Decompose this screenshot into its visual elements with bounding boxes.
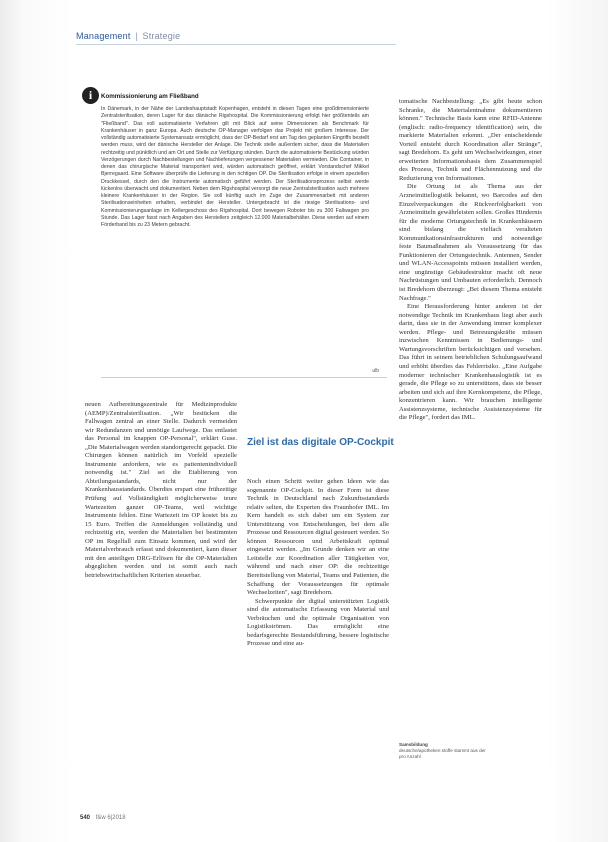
text-column-3 xyxy=(399,98,542,423)
publication-name: f&w 6|2018 xyxy=(95,815,126,821)
credit-title: Samsbildung xyxy=(399,742,428,747)
info-box-rule xyxy=(101,377,387,378)
subsection-label: Strategie xyxy=(142,31,181,41)
info-box-note: ulb xyxy=(372,368,379,374)
paragraph: Schwerpunkte der digital unterstützten Logistik sind die automatische Erfassung von Material und Verbräuchen und die optimale Organisation von Logistikströmen. Das ermöglicht eine bedarfsgerechte Bestandsführung, bessere logistische Prozesse und eine au- xyxy=(247,597,389,648)
header-separator: | xyxy=(135,31,138,41)
paragraph: Eine Herausforderung hinter anderen ist der notwendige Technik im Krankenhaus liegt aber auch darin, dass sie in der Anwendung immer komplexer werden. Pflege- und Betreuungskräfte müssen inzwischen Kenntnissen in Bedienungs- und Wartungsvorschriften berücksichtigen und versehen. Das führt in seinem betrieblichen Schulungsaufwand und erhöht überdies das Fehlerrisiko. „Eine Aufgabe moderner technischer Krankenhauslogistik ist es gerade, die Pflege so zu unterstützen, dass sie besser arbeiten und sich auf ihre Kernkompetenz, die Pflege, konzentrieren kann. Wir brauchen intelligente Assistenzsysteme, technische Assistenzsysteme für die Pflege", fordert das IML. xyxy=(399,303,542,422)
section-header xyxy=(76,31,180,41)
header-rule xyxy=(76,44,396,45)
paragraph: neuen Aufbereitungszentrale für Medizinprodukte (AEMP)/Zentralsterilisation. „Wir bestücken die Fallwagen zentral an einer Stelle. Dadurch vermeiden wir Redundanzen und unnötige Laufwege. Das entlastet das Personal im knappen OP-Personal", erklärt Guse. „Die Materialwagen werden standortgerecht gepackt. Die Chirurgen können natürlich im Vorfeld spezielle Instrumente anfordern, wie es patientenindividuell notwendig ist." Ziel sei die Etablierung von Abteilungsstandards, nicht nur der Krankenhausstandards. Überdies erspart eine frühzeitige Prüfung auf Vollständigkeit möglicherweise teure Wartezeiten ganzer OP-Teams, weil wichtige Instrumente fehlen. Eine Wartezeit im OP kostet bis zu 15 Euro. Treffen die Anmeldungen vollständig und rechtzeitig ein, werden die Materialien bei bestimmten OP im Regelfall zum Einsatz kommen, und wird der Materialverbrauch erfasst und dokumentiert, kann dieser mit den anteiligen DRG-Erlösen für die OP-Materialien abgeglichen werden und ist somit auch nach betriebswirtschaftlichen Kriterien steuerbar. xyxy=(85,401,237,579)
info-box xyxy=(88,88,387,376)
page-number: 540 xyxy=(80,815,91,821)
text-column-1 xyxy=(85,401,237,580)
text-column-2 xyxy=(247,478,389,649)
paragraph: Die Ortung ist als Thema aus der Arzneimittellogistik bekannt, wo Barcodes auf den Einzelverpackungen die Rückverfolgbarkeit von Arzneimitteln gewährleisten sollen. Großes Hindernis für die moderne Ortungstechnik in Krankenhäusern sind bislang die vielfach veralteten Kommunikationsinfrastrukturen und notwendige feste Baumaßnahmen als Voraussetzung für das Funktionieren der Ortungstechnik. Antennen, Sender und WLAN-Accesspoints müssen installiert werden, eine ungünstige Gebäudestruktur macht oft neue Nachrüstungen und Umbauten erforderlich. Dennoch ist Bredehorn überzeugt: „Bei diesem Thema entsteht Nachfrage." xyxy=(399,183,542,302)
page-footer xyxy=(80,815,126,821)
paragraph: Noch einen Schritt weiter gehen Ideen wie das sogenannte OP-Cockpit. In dieser Form ist diese Technik in Deutschland nach Zukunftsstandards relativ selten, die Experten des Fraunhofer IML. Im Kern handelt es sich dabei um ein System zur Unterstützung von Entscheidungen, bei dem alle Prozesse und Ressourcen digital gesteuert werden. So können Ressourcen und Arbeitskraft optimal eingesetzt werden. „Im Grunde denken wir an eine Leitstelle zur Koordination aller Tätigkeiten vor, während und nach einer OP: die rechtzeitige Bereitstellung von Material, Teams und Patienten, die Schaffung der Voraussetzungen für optimale Wechselzeiten", sagt Bredehorn. xyxy=(247,478,389,597)
section-label: Management xyxy=(76,31,131,41)
image-credit xyxy=(399,742,489,760)
info-icon: i xyxy=(82,87,99,104)
credit-text: deutsche/apotheken stoffe stammt aus der pro Anzahl xyxy=(399,748,486,759)
info-box-body: In Dänemark, in der Nähe der Landeshauptstadt Kopenhagen, entsteht in diesen Tagen eine großdimensionierte Zentralsterilisation, deren Lager für das dänische Rigshospital. Die Kommissionierung erfolgt hier größtenteils am "Fließband". Das voll automatisierte Verfahren gilt mit Blick auf seine Dimensionen als Benchmark für Krankenhäuser in ganz Europa. Auch deutsche OP-Manager verfolgen das Projekt mit großem Interesse. Der vollständig automatisierte Systemansatz ermöglicht, dass der OP-Bedarf erst am Tag des geplanten Eingriffs bestellt werden muss, wird der dänische Hersteller der Anlage. Die Technik stelle außerdem sicher, dass die Materialien rechtzeitig und pünktlich und am Ort und Stelle zur Verfügung stünden. Durch die automatisierte Bestückung würden Verzögerungen durch Nachbestellungen und Nachlieferungen vergessener Materialien vermieden. Die Container, in denen das chirurgische Material transportiert wird, würden automatisch geöffnet, erklärt Vorstandschef Mikkel Bjerregaard. Eine Software überprüfe die Lieferung in den richtigen OP. Die Sterilisation erfolge in einem speziellen Druckkessel, durch den die Instrumente automatisch geführt werden. Der Sterilisationsprozess selbst werde lückenlos überwacht und dokumentiert. Neben dem Rigshospital versorgt die neue Zentralsterilisation auch mehrere kleinere Krankenhäuser in der Region. Sie soll künftig auch im Zuge der Zusammenarbeit mit anderen Sterilisationseinheiten erhalten, verbindet der Hersteller. Untergebracht ist die riesige Sterilisations- und Kommissionierungsanlage im Kellergeschoss des Rigshospital. Dort bewegen Roboter bis zu 300 Fallwagen pro Stunde. Das Lager fasst nach Angaben des Herstellers zeitgleich 12.000 Materialbehälter. Diese werden auf einem Förderband bis zu 23 Metern gebracht. xyxy=(101,106,369,228)
paragraph: tomatische Nachbestellung: „Es gibt heute schon Schranke, die Materialentnahme dokumentieren können." Technische Basis kann eine RFID-Antenne (englisch: radio-frequency identification) sein, die markierte Materialien erkennt. „Der entscheidende Vorteil entsteht durch Koordination aller Stränge", sagt Bredehorn. Es geht um Wechselwirkungen, einer erweiterten Informationsbasis dem Zusammenspiel des Prozess, Technik und Flächennutzung und die Reduzierung von Informationen. xyxy=(399,98,542,182)
info-box-title: Kommissionierung am Fließband xyxy=(101,93,199,100)
section-heading: Ziel ist das digitale OP-Cockpit xyxy=(247,437,394,448)
